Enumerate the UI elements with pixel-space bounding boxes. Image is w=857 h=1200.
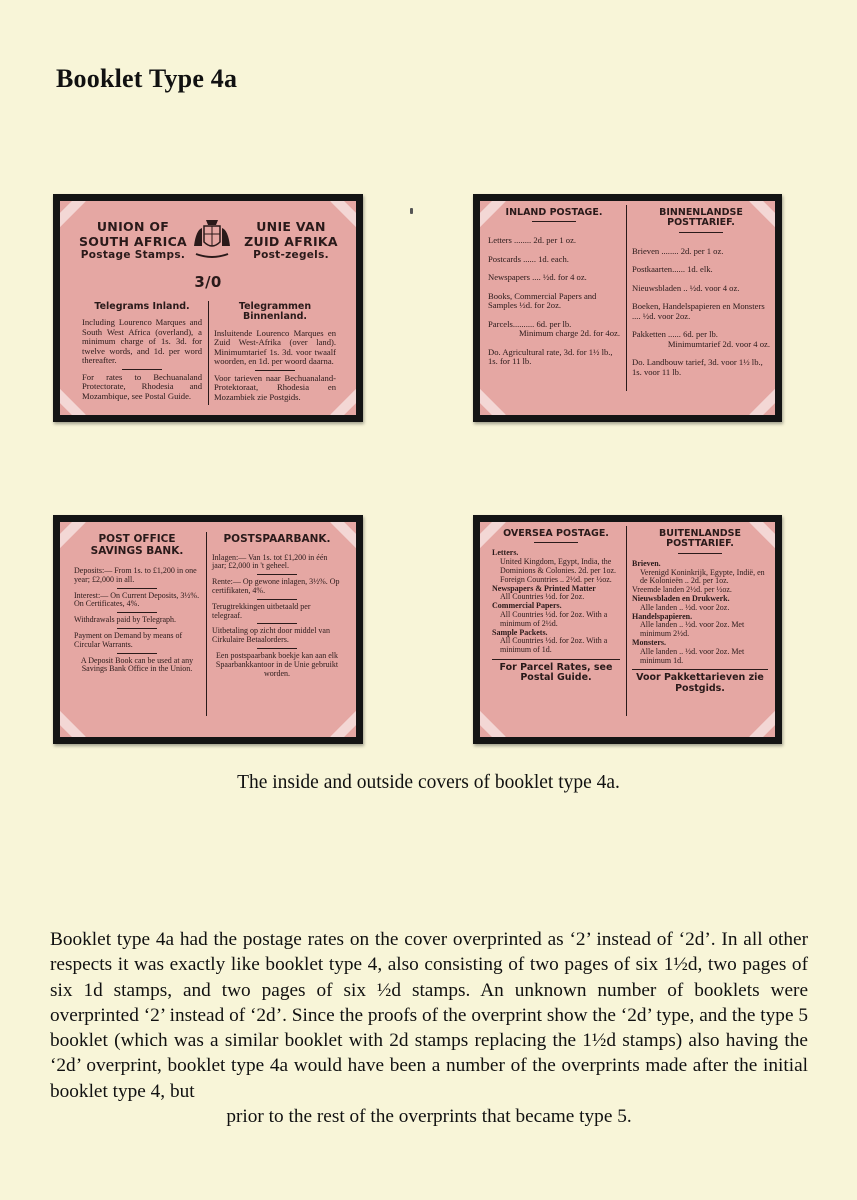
inland-cover bbox=[480, 201, 775, 415]
front-cover-mount bbox=[53, 194, 363, 422]
savings-cover-mount bbox=[53, 515, 363, 744]
front-title-af-2: ZUID AFRIKA bbox=[244, 234, 338, 249]
savings-row: Payment on Demand by means of Circular Warrants. bbox=[74, 631, 183, 649]
front-telegrams-foot: For rates to Bechuanaland Protectorate, Rhodesia and Mozambique, see Postal Guide. bbox=[82, 371, 202, 401]
front-telegrams-text: Including Lourenco Marques and South West Africa (overland), a minimum charge of 1s. 3d. for twelve words, and 1d. per word thereafter. bbox=[82, 317, 202, 366]
spaarbank-row: Rente:— Op gewone inlagen, 3½%. Op certifikaten, 4%. bbox=[212, 577, 340, 595]
front-title-af-1: UNIE VAN bbox=[256, 219, 326, 234]
oversea-row: All Countries ½d. for 2oz. With a minimum of 1d. bbox=[500, 636, 608, 655]
binnenland-row: Nieuwsbladen .. ½d. voor 4 oz. bbox=[632, 282, 740, 293]
front-title-en-1: UNION OF bbox=[96, 219, 170, 234]
inland-row: Parcels.......... 6d. per lb. bbox=[488, 318, 572, 329]
inland-row: Minimum charge 2d. for 4oz. bbox=[518, 328, 620, 339]
inland-heading: INLAND POSTAGE. bbox=[505, 207, 603, 218]
inland-row: Newspapers .... ½d. for 4 oz. bbox=[488, 272, 587, 283]
oversea-row: Newspapers & Printed Matter bbox=[492, 583, 596, 593]
inland-row: Do. Agricultural rate, 3d. for 1½ lb., 1s. for 11 lb. bbox=[488, 346, 613, 367]
figure-caption: The inside and outside covers of booklet type 4a. bbox=[237, 772, 620, 793]
oversea-row: Foreign Countries .. 2½d. per ½oz. bbox=[500, 574, 612, 584]
coat-of-arms-icon bbox=[190, 216, 234, 262]
binnenland-row: Boeken, Handelspapieren en Monsters .... ½d. voor 2oz. bbox=[632, 301, 765, 321]
spaarbank-row: Een postspaarbank boekje kan aan elk Spaarbankkantoor in de Unie gebruikt worden. bbox=[215, 650, 339, 678]
front-title-af-3: Post-zegels. bbox=[253, 249, 329, 261]
spaarbank-row: Terugtrekkingen uitbetaald per telegraaf. bbox=[212, 601, 311, 620]
buitenland-foot: Voor Pakkettarieven zie Postgids. bbox=[632, 669, 768, 694]
savings-heading-1: POST OFFICE bbox=[98, 533, 176, 545]
spaarbank-heading: POSTSPAARBANK. bbox=[223, 533, 331, 545]
inland-row: Books, Commercial Papers and Samples ½d. for 2oz. bbox=[488, 290, 597, 311]
buitenland-row: Monsters. bbox=[632, 638, 666, 648]
binnenland-row: Pakketten ...... 6d. per lb. bbox=[632, 329, 718, 340]
buitenland-row: Alle landen .. ½d. voor 2oz. Met minimum 2½d. bbox=[640, 620, 745, 639]
buitenland-row: Handelspapieren. bbox=[632, 611, 693, 621]
oversea-row: All Countries ½d. for 2oz. With a minimum of 2½d. bbox=[500, 610, 608, 628]
buitenland-row: Alle landen .. ½d. voor 2oz. bbox=[640, 602, 730, 612]
binnenland-row: Brieven ........ 2d. per 1 oz. bbox=[632, 245, 724, 256]
front-title-en-2: SOUTH AFRICA bbox=[78, 234, 188, 249]
buitenland-row: Verenigd Koninkrijk, Egypte, Indië, en de Kolonieën .. 2d. per 1oz. bbox=[640, 567, 765, 586]
buitenland-heading: BUITENLANDSE POSTTARIEF. bbox=[659, 528, 741, 550]
buitenland-row: Alle landen .. ½d. voor 2oz. Met minimum 1d. bbox=[640, 646, 745, 665]
front-telegrammen-foot: Voor tarieven naar Bechuanaland-Protektoraat, Rhodesia en Mozambiek zie Postgids. bbox=[214, 372, 336, 402]
front-title-en-3: Postage Stamps. bbox=[80, 249, 186, 261]
front-telegrammen-heading: Telegrammen Binnenland. bbox=[238, 301, 312, 323]
binnenland-row: Minimumtarief 2d. voor 4 oz. bbox=[667, 338, 770, 349]
front-price: 3/0 bbox=[194, 273, 222, 291]
page-title: Booklet Type 4a bbox=[56, 64, 238, 93]
front-cover bbox=[60, 201, 356, 415]
savings-row: Deposits:— From 1s. to £1,200 in one year; £2,000 in all. bbox=[74, 566, 197, 584]
buitenland-row: Nieuwsbladen en Drukwerk. bbox=[632, 594, 730, 604]
savings-heading-2: SAVINGS BANK. bbox=[90, 544, 184, 557]
savings-cover bbox=[60, 522, 356, 737]
body-text-last-line: prior to the rest of the overprints that became type 5. bbox=[226, 1106, 632, 1128]
oversea-cover bbox=[480, 522, 775, 737]
oversea-foot: For Parcel Rates, see Postal Guide. bbox=[492, 659, 620, 684]
oversea-row: Letters. bbox=[492, 548, 519, 558]
buitenland-row: Vreemde landen 2½d. per ½oz. bbox=[632, 585, 732, 595]
inland-cover-mount bbox=[473, 194, 782, 422]
spaarbank-row: Uitbetaling op zicht door middel van Cirkulaire Betaalorders. bbox=[212, 626, 330, 645]
savings-row: Interest:— On Current Deposits, 3½%. On Certificates, 4%. bbox=[74, 590, 200, 609]
oversea-row: United Kingdom, Egypt, India, the Dominions & Colonies. 2d. per 1oz. bbox=[500, 557, 616, 576]
oversea-row: All Countries ½d. for 2oz. bbox=[500, 592, 585, 602]
savings-row: A Deposit Book can be used at any Savings Bank Office in the Union. bbox=[80, 655, 194, 674]
binnenland-row: Postkaarten...... 1d. elk. bbox=[632, 264, 713, 275]
inland-row: Letters ........ 2d. per 1 oz. bbox=[488, 235, 577, 246]
binnenland-row: Do. Landbouw tarief, 3d. voor 1½ lb., 1s. voor 11 lb. bbox=[632, 357, 763, 377]
front-telegrams-heading: Telegrams Inland. bbox=[94, 301, 190, 312]
savings-row: Withdrawals paid by Telegraph. bbox=[74, 615, 177, 625]
spaarbank-row: Inlagen:— Van 1s. tot £1,200 in één jaar; £2,000 in 't geheel. bbox=[212, 552, 328, 571]
body-text: Booklet type 4a had the postage rates on the cover overprinted as ‘2’ instead of ‘2d’. In all other respects it was exactly like booklet type 4, also consisting of two pages of six 1½d, two pages of six 1d stamps, and two pages of six ½d stamps. An unknown number of booklets were overprinted ‘2’ instead of ‘2d’. Since the proofs of the overprint show the ‘2d’ type, and the type 5 booklet (which was a similar booklet with 2d stamps replacing the 1½d stamps) also having the ‘2d’ overprint, booklet type 4a would have been a number of the overprints made after the initial booklet type 4, but bbox=[50, 929, 808, 1102]
oversea-row: Commercial Papers. bbox=[492, 601, 562, 611]
oversea-heading: OVERSEA POSTAGE. bbox=[503, 528, 609, 539]
binnenland-heading: BINNENLANDSE POSTTARIEF. bbox=[659, 207, 743, 229]
inland-row: Postcards ...... 1d. each. bbox=[488, 253, 569, 264]
oversea-row: Sample Packets. bbox=[492, 627, 548, 637]
oversea-cover-mount bbox=[473, 515, 782, 744]
buitenland-row: Brieven. bbox=[632, 558, 661, 568]
front-telegrammen-text: Insluitende Lourenco Marques en Zuid West-Afrika (over land). Minimumtarief 1s. 3d. voor twaalf woorden, en 1d. per woord daarna. bbox=[214, 327, 336, 367]
body-paragraph bbox=[50, 927, 808, 1129]
